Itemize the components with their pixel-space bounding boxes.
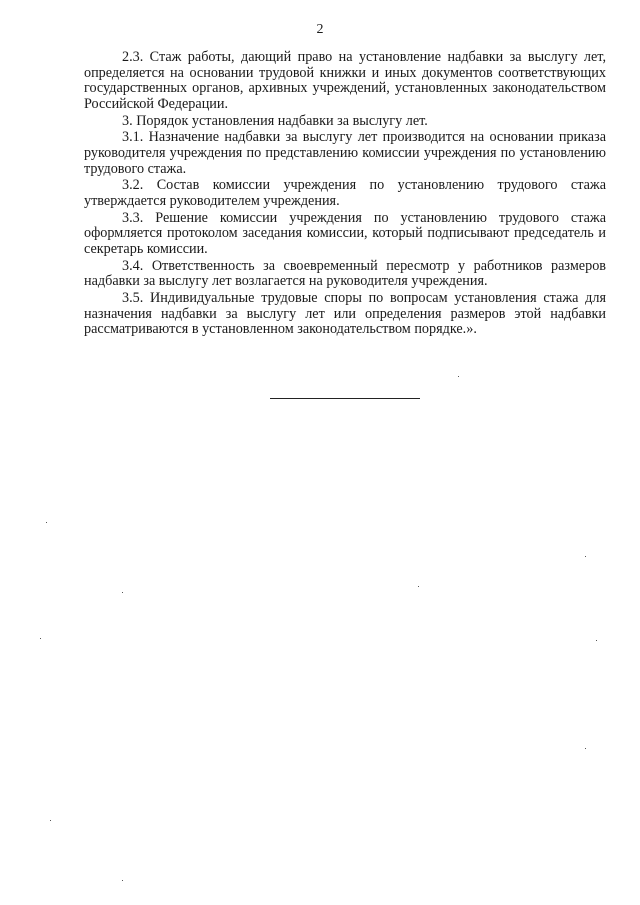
paragraph-3-4: 3.4. Ответственность за своевременный пересмотр у работников размеров надбавки за выслугу лет возлагается на руководителя учреждения.	[84, 257, 606, 290]
scan-speck	[596, 640, 597, 641]
paragraph-3-3: 3.3. Решение комиссии учреждения по установлению трудового стажа оформляется протоколом заседания комиссии, который подписывают председатель и секретарь комиссии.	[84, 209, 606, 257]
section-heading-3: 3. Порядок установления надбавки за выслугу лет.	[122, 112, 428, 129]
scan-speck	[46, 522, 47, 523]
scan-speck	[122, 592, 123, 593]
paragraph-3-5: 3.5. Индивидуальные трудовые споры по вопросам установления стажа для назначения надбавки за выслугу лет или определения размеров этой надбавки рассматриваются в установленном законодательством порядке.».	[84, 290, 606, 338]
page-number: 2	[316, 22, 324, 37]
scan-speck	[122, 880, 123, 881]
separator-line	[270, 398, 420, 399]
scan-speck	[50, 820, 51, 821]
scan-speck	[585, 556, 586, 557]
scan-speck	[585, 748, 586, 749]
document-body	[84, 50, 606, 339]
paragraph-3-2: 3.2. Состав комиссии учреждения по установлению трудового стажа утверждается руководителем учреждения.	[84, 177, 606, 209]
paragraph-3-1: 3.1. Назначение надбавки за выслугу лет производится на основании приказа руководителя учреждения по представлению комиссии учреждения по установлению трудового стажа.	[84, 129, 606, 177]
scan-speck	[418, 586, 419, 587]
scan-speck	[40, 638, 41, 639]
scan-speck	[458, 376, 459, 377]
paragraph-2-3: 2.3. Стаж работы, дающий право на установление надбавки за выслугу лет, определяется на основании трудовой книжки и иных документов соответствующих государственных органов, архивных учреждений, установленных законодательством Российской Федерации.	[84, 49, 606, 112]
